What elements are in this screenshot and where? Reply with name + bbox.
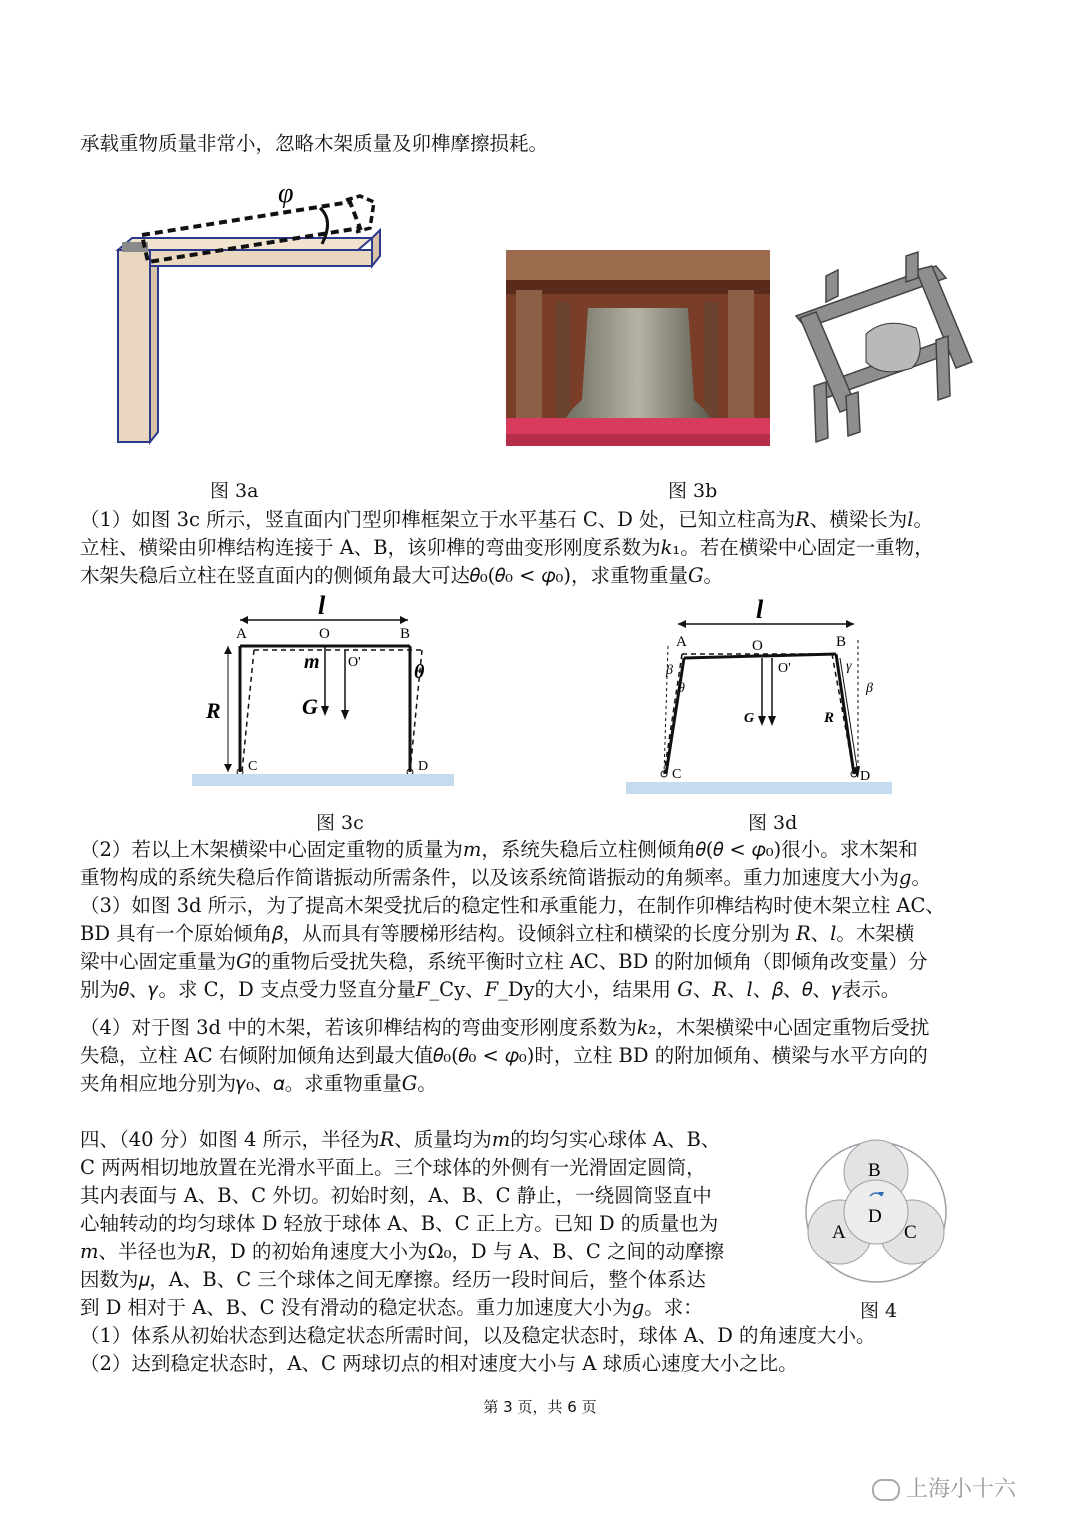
fig3b-caption: 图 3b [668,480,718,502]
fig3d-label-G: G [744,711,755,726]
fig3a-phi-label: φ [278,178,294,209]
fig3d-label-D: D [860,769,871,784]
part2-line-1: （2）若以上木架横梁中心固定重物的质量为𝑚，系统失稳后立柱侧倾角𝜃(𝜃 < 𝜑₀)很小。求木架和 [80,838,918,861]
part4-line-1: （4）对于图 3d 中的木架，若该卯榫结构的弯曲变形刚度系数为𝑘₂，木架横梁中心固定重物后受扰 [80,1016,930,1039]
intro-text: 承载重物质量非常小，忽略木架质量及卯榫摩擦损耗。 [80,132,549,155]
fig3c-label-R: R [206,698,221,723]
fig3c-caption: 图 3c [316,812,364,834]
fig3c-label-C: C [248,759,258,774]
fig3d-caption: 图 3d [748,812,798,834]
part3-line-2: BD 具有一个原始倾角𝛽，从而具有等腰梯形结构。设倾斜立柱和横梁的长度分别为 𝑅、𝑙。木架横 [80,922,915,945]
wechat-icon [872,1479,900,1501]
fig3d-label-O: O [752,638,763,654]
fig3d-label-R: R [824,710,835,726]
fig3c-label-A: A [236,626,247,642]
part1-line-3: 木架失稳后立柱在竖直面内的侧倾角最大可达𝜃₀(𝜃₀ < 𝜑₀)，求重物重量𝐺。 [80,564,724,587]
fig3d-label-gamma: γ [846,659,852,674]
fig3c-label-O: O [319,626,330,642]
fig3c-label-D: D [418,759,429,774]
q4-line-5: 𝑚、半径也为𝑅，D 的初始角速度大小为Ω₀，D 与 A、B、C 之间的动摩擦 [80,1240,725,1263]
fig3a-diagram [110,180,390,450]
q4-line-2: C 两两相切地放置在光滑水平面上。三个球体的外侧有一光滑固定圆筒， [80,1156,706,1179]
fig4-label-D: D [868,1206,882,1227]
part4-line-2: 失稳，立柱 AC 右倾附加倾角达到最大值𝜃₀(𝜃₀ < 𝜑₀)时，立柱 BD 的附加倾角、横梁与水平方向的 [80,1044,928,1067]
fig3d-label-Oprime: O' [778,661,791,676]
q4-part1: （1）体系从初始状态到达稳定状态所需时间，以及稳定状态时，球体 A、D 的角速度大小。 [80,1324,876,1347]
q4-line-7: 到 D 相对于 A、B、C 没有滑动的稳定状态。重力加速度大小为𝑔。求： [80,1296,703,1319]
fig3c-label-theta: θ [414,661,425,683]
watermark-text: 上海小十六 [906,1477,1017,1502]
fig3b-frame-render [786,256,981,446]
page-footer: 第 3 页，共 6 页 [483,1398,597,1416]
part2-line-2: 重物构成的系统失稳后作简谐振动所需条件，以及该系统简谐振动的角频率。重力加速度大小为𝑔。 [80,866,931,889]
fig4-label-C: C [904,1222,917,1243]
fig3c-label-Oprime: O' [348,655,361,670]
fig3d-label-l: l [756,595,764,624]
fig3d-label-beta-left: β [666,663,673,678]
fig4-label-A: A [832,1222,846,1243]
fig3d-label-B: B [836,634,847,650]
fig4-label-B: B [868,1160,881,1181]
part3-line-1: （3）如图 3d 所示，为了提高木架受扰后的稳定性和承重能力，在制作卯榫结构时使木架立柱 AC、 [80,894,945,917]
fig4-diagram [804,1130,954,1290]
watermark [872,1472,1016,1503]
fig3d-label-beta-right: β [866,681,873,696]
part4-line-3: 夹角相应地分别为𝛾₀、𝛼。求重物重量𝐺。 [80,1072,437,1095]
fig3d-label-A: A [676,634,687,650]
fig3c-label-l: l [318,591,326,620]
fig3c-label-G: G [302,694,318,719]
part1-line-1: （1）如图 3c 所示，竖直面内门型卯榫框架立于水平基石 C、D 处，已知立柱高为𝑅、横梁长为𝑙。 [80,508,934,531]
fig3c-label-m: m [304,651,320,673]
fig3c-diagram [192,591,462,800]
q4-line-1: 四、（40 分）如图 4 所示，半径为𝑅、质量均为𝑚的均匀实心球体 A、B、 [80,1128,721,1151]
fig3c-label-B: B [400,626,411,642]
part3-line-4: 别为𝜃、𝛾。求 C，D 支点受力竖直分量𝐹_Cy、𝐹_Dy的大小，结果用 𝐺、𝑅、𝑙、𝛽、𝜃、𝛾表示。 [80,978,901,1001]
fig3d-label-theta: θ [678,681,685,696]
fig3d-label-C: C [672,767,682,782]
part1-line-2: 立柱、横梁由卯榫结构连接于 A、B，该卯榫的弯曲变形刚度系数为𝑘₁。若在横梁中心固定一重物， [80,536,934,559]
fig3a-caption: 图 3a [210,480,259,502]
fig3b-bell-photo [506,250,770,446]
q4-line-6: 因数为𝜇，A、B、C 三个球体之间无摩擦。经历一段时间后，整个体系达 [80,1268,706,1291]
fig3d-diagram [626,596,896,800]
q4-line-4: 心轴转动的均匀球体 D 轻放于球体 A、B、C 正上方。已知 D 的质量也为 [80,1212,719,1235]
part3-line-3: 梁中心固定重量为𝐺的重物后受扰失稳，系统平衡时立柱 AC、BD 的附加倾角（即倾角改变量）分 [80,950,928,973]
q4-part2: （2）达到稳定状态时，A、C 两球切点的相对速度大小与 A 球质心速度大小之比。 [80,1352,798,1375]
fig4-caption: 图 4 [860,1300,898,1322]
q4-line-3: 其内表面与 A、B、C 外切。初始时刻，A、B、C 静止，一绕圆筒竖直中 [80,1184,712,1207]
